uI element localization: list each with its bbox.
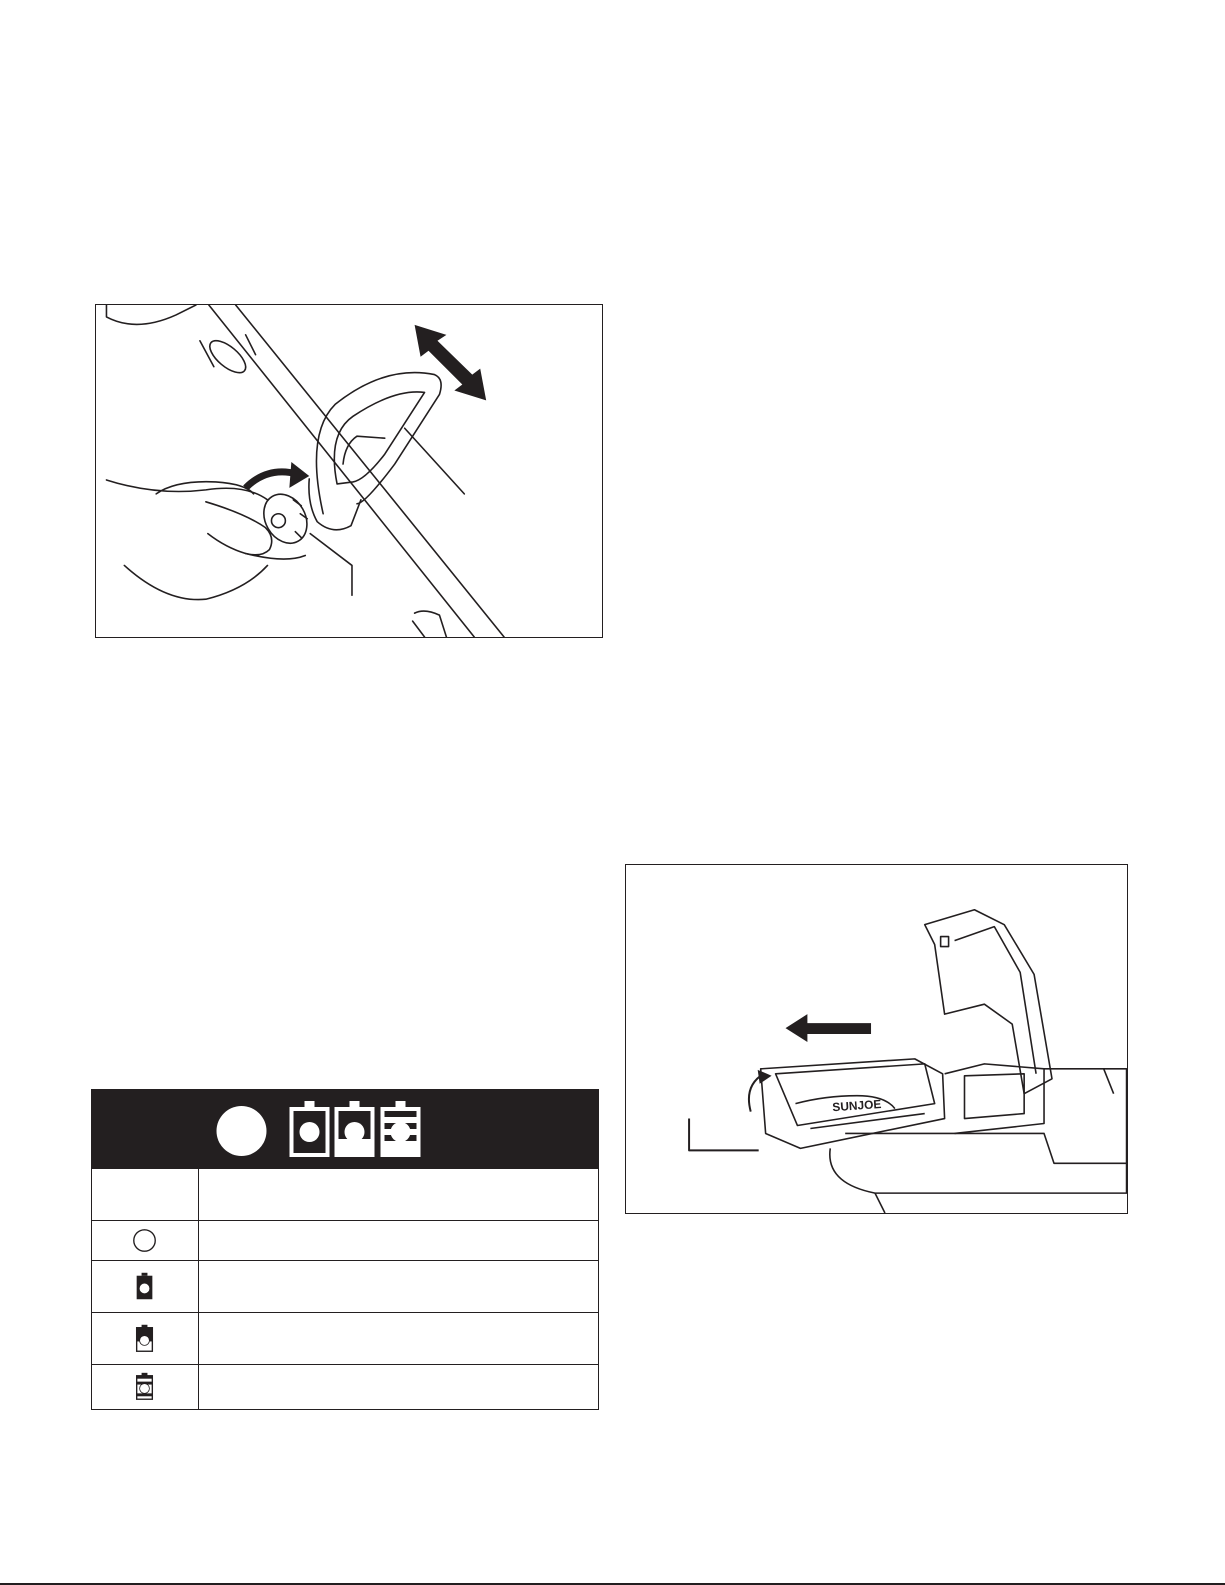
handle-callout-line <box>405 428 465 494</box>
indicator-row-power <box>92 1220 598 1260</box>
indicator-header-icons <box>92 1090 598 1168</box>
power-button-icon <box>92 1221 198 1260</box>
battery-brand-label: SUNJOE <box>831 1096 882 1115</box>
battery-low-icon <box>290 1101 330 1157</box>
knob-callout-line <box>310 534 352 596</box>
battery-medium-icon <box>92 1313 198 1364</box>
indicator-row-full <box>92 1364 598 1409</box>
indicator-table-header <box>92 1090 598 1168</box>
indicator-row-low <box>92 1260 598 1312</box>
power-button-icon <box>217 1106 267 1156</box>
indicator-row-medium <box>92 1312 598 1364</box>
adjust-direction-arrow <box>415 325 487 401</box>
battery-full-icon <box>92 1365 198 1409</box>
battery-medium-icon <box>335 1101 375 1157</box>
battery-full-icon <box>381 1101 421 1157</box>
insert-direction-arrow <box>786 1014 872 1042</box>
battery-indicator-table <box>91 1089 599 1410</box>
latch-callout-line <box>689 1119 759 1151</box>
handle-adjustment-figure <box>95 304 603 638</box>
housing-outline <box>106 305 195 324</box>
shaft-collar <box>205 335 251 378</box>
battery-install-figure <box>625 864 1128 1214</box>
indicator-table-subheader <box>92 1168 598 1220</box>
handle-adjustment-illustration <box>96 305 602 637</box>
battery-install-illustration <box>626 865 1127 1213</box>
battery-low-icon <box>92 1261 198 1312</box>
